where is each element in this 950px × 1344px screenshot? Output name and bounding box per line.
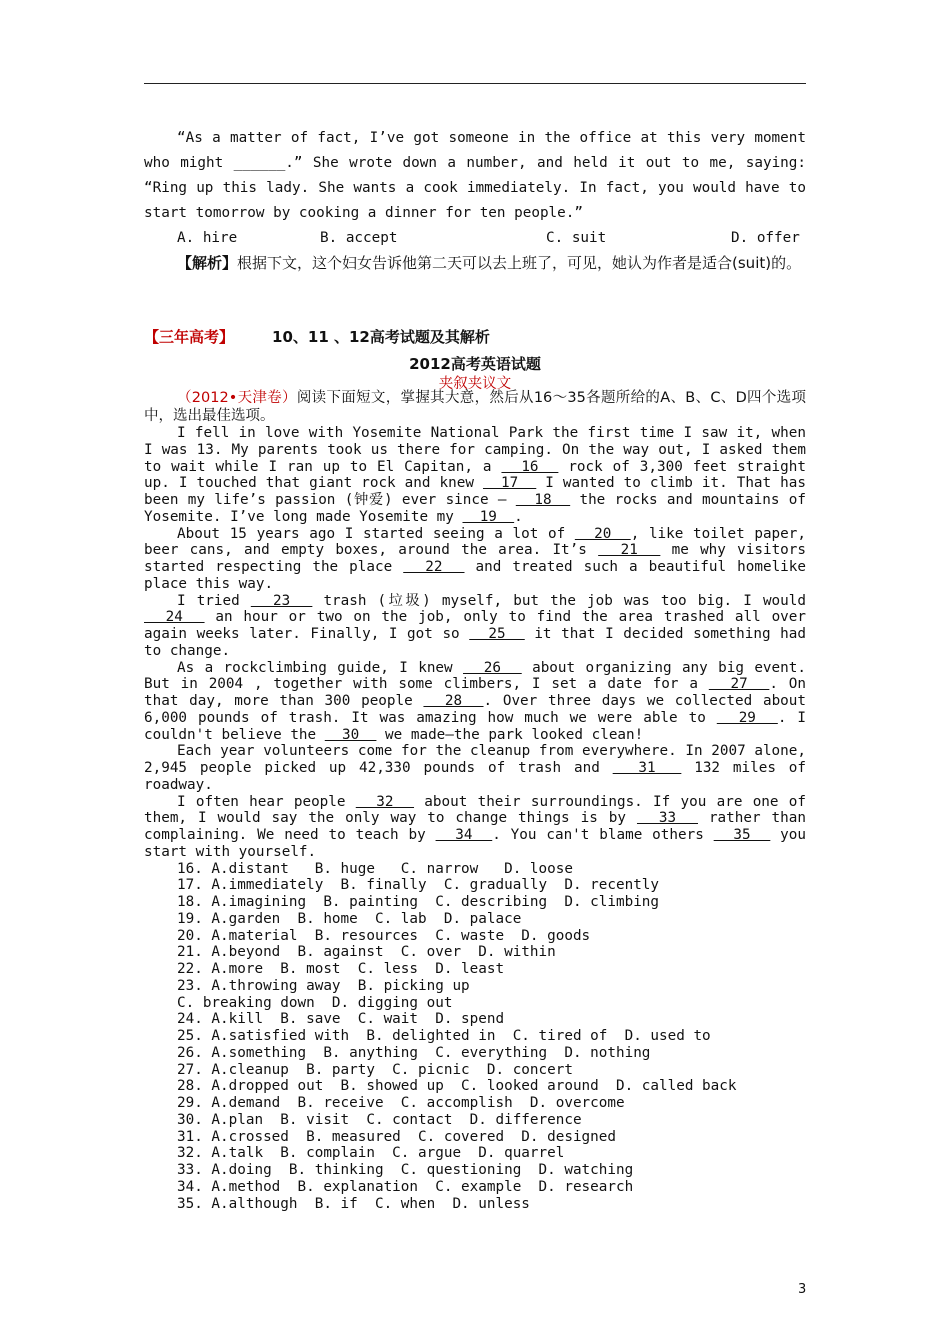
choice-row: 29. A.demand B. receive C. accomplish D. overcome [177, 1095, 625, 1111]
choice-row: 19. A.garden B. home C. lab D. palace [177, 910, 522, 927]
blank-30: 30 [324, 726, 377, 743]
choice-row: 23. A.throwing away B. picking up [177, 977, 470, 994]
choice-row: 16. A.distant B. huge C. narrow D. loose [177, 860, 573, 877]
choice-row: 30. A.plan B. visit C. contact D. difference [177, 1111, 582, 1128]
cloze-passage [144, 389, 806, 1212]
choice-row: 22. A.more B. most C. less D. least [177, 961, 505, 977]
instruction-text: 阅读下面短文，掌握其大意，然后从16～35各题所给的A、B、C、D四个选项中，选出最佳选项。 [144, 390, 806, 424]
section-heading [144, 326, 490, 347]
blank-17: 17 [482, 475, 537, 492]
analysis-text: 根据下文，这个妇女告诉他第二天可以去上班了，可见，她认为作者是适合(suit)的。 [237, 254, 802, 272]
paragraph-5: Each year volunteers come for the cleanup from everywhere. In 2007 alone, 2,945 people picked up 42,330 pounds of trash and 31 132 miles of roadway. [144, 743, 807, 793]
blank-34: 34 [435, 827, 493, 843]
choice-row: 27. A.cleanup B. party C. picnic D. concert [177, 1061, 573, 1078]
blank-24: 24 [144, 609, 205, 626]
section-tag: 【三年高考】 [144, 328, 235, 346]
analysis-tag: 【解析】 [177, 254, 238, 272]
choice-list [144, 861, 806, 1213]
blank-23: 23 [250, 592, 313, 609]
question-text: “As a matter of fact, I’ve got someone in the office at this very moment who might ______.” She wrote down a number, and held it out to me, saying: “Ring up this lady. She wants a cook immediately. In fact, you would have to start tomorrow by cooking a dinner for ten people.” [144, 130, 806, 221]
blank-32: 32 [355, 793, 415, 810]
choice-row: 26. A.something B. anything C. everything D. nothing [177, 1044, 651, 1061]
choice-row: 31. A.crossed B. measured C. covered D. designed [177, 1128, 616, 1145]
choice-row: 35. A.although B. if C. when D. unless [177, 1195, 530, 1212]
blank-18: 18 [515, 492, 571, 508]
choice-row: 21. A.beyond B. against C. over D. within [177, 944, 556, 961]
blank-33: 33 [636, 810, 698, 827]
blank-19: 19 [462, 508, 515, 525]
page-number: 3 [798, 1282, 807, 1297]
option-d: D. offer [731, 230, 800, 246]
choice-row: 33. A.doing B. thinking C. questioning D. watching [177, 1162, 634, 1178]
choice-row: C. breaking down D. digging out [177, 994, 453, 1011]
paragraph-4: As a rockclimbing guide, I knew 26 about organizing any big event. But in 2004 , together with some climbers, I set a date for a 27 . On that day, more than 300 people 28 . Over three days we collected about 6,000 pounds of trash. It was amazing how much we were able to 29 . I couldn't believe the 30 we made—the park looked clean! [144, 659, 806, 743]
paragraph-2: About 15 years ago I started seeing a lot of 20 , like toilet paper, beer cans, and empty boxes, around the area. It’s 21 me why visitors started respecting the place 22 and treated such a beautiful homelike place this way. [144, 525, 806, 592]
paragraph-6: I often hear people 32 about their surroundings. If you are one of them, I would say the only way to change things is by 33 rather than complaining. We need to teach by 34 . You can't blame others 35 you start with yourself. [144, 793, 807, 860]
choice-row: 17. A.immediately B. finally C. gradually D. recently [177, 877, 660, 894]
choice-row: 20. A.material B. resources C. waste D. goods [177, 927, 591, 944]
blank-16: 16 [501, 458, 559, 475]
choice-row: 24. A.kill B. save C. wait D. spend [177, 1011, 505, 1028]
question-options [144, 226, 806, 251]
paragraph-1: I fell in love with Yosemite National Park the first time I saw it, when I was 13. My parents took us there for camping. On the way out, I asked them to wait while I ran up to El Capitan, a 16 rock of 3,300 feet straight up. I touched that giant rock and knew 17 I wanted to climb it. That has been my life’s passion (钟爱) ever since — 18 the rocks and mountains of Yosemite. I’ve long made Yosemite my 19 . [144, 425, 806, 525]
blank-26: 26 [463, 659, 522, 676]
previous-question [144, 126, 806, 276]
blank-22: 22 [403, 559, 465, 575]
choice-row: 34. A.method B. explanation C. example D. research [177, 1178, 634, 1195]
paragraph-3: I tried 23 trash (垃圾) myself, but the job was too big. I would 24 an hour or two on the job, only to find the area trashed all over again weeks later. Finally, I got so 25 it that I decided something had to change. [144, 592, 806, 659]
option-c: C. suit [546, 230, 607, 246]
header-rule [144, 83, 806, 84]
section-heading-text: 10、11 、12高考试题及其解析 [272, 328, 490, 346]
blank-27: 27 [708, 676, 770, 693]
blank-29: 29 [716, 709, 778, 726]
instruction [144, 389, 806, 425]
blank-21: 21 [598, 542, 661, 559]
choice-row: 28. A.dropped out B. showed up C. looked around D. called back [177, 1078, 737, 1095]
blank-31: 31 [612, 760, 682, 776]
exam-title: 2012高考英语试题 [409, 355, 541, 373]
choice-row: 25. A.satisfied with B. delighted in C. tired of D. used to [177, 1028, 711, 1044]
blank-35: 35 [713, 827, 771, 843]
analysis [144, 251, 806, 276]
blank-20: 20 [574, 525, 631, 542]
option-b: B. accept [320, 230, 398, 246]
source-label: （2012•天津卷） [177, 390, 297, 406]
genre-label: 夹叙夹议文 [438, 376, 512, 392]
blank-25: 25 [469, 626, 525, 642]
choice-row: 32. A.talk B. complain C. argue D. quarrel [177, 1145, 565, 1162]
choice-row: 18. A.imagining B. painting C. describing D. climbing [177, 894, 660, 910]
option-a: A. hire [177, 230, 238, 246]
blank-28: 28 [423, 693, 484, 709]
